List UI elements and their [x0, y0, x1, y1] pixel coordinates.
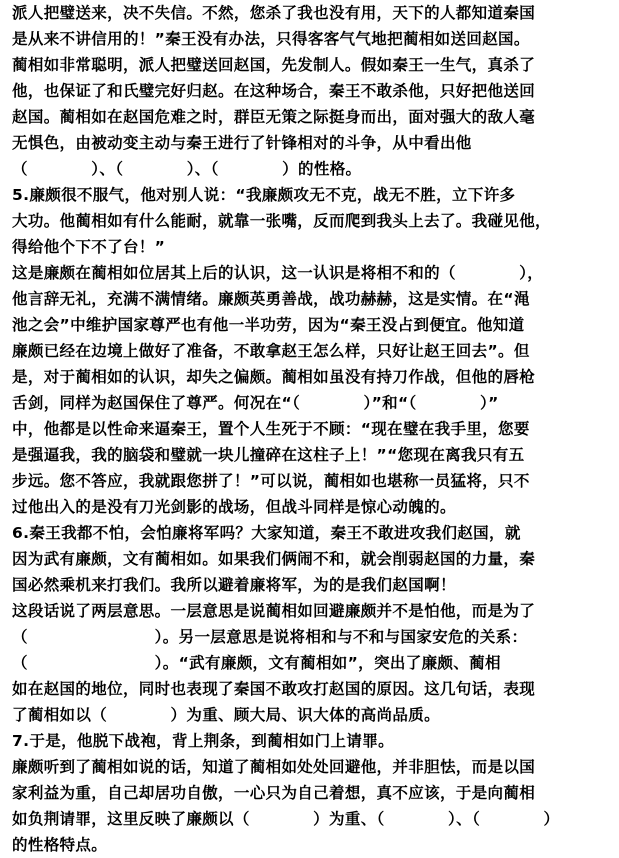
- text-line: 无惧色，由被动变主动与秦王进行了针锋相对的斗争，从中看出他: [12, 134, 472, 152]
- text-line: 廉颇听到了蔺相如说的话，知道了蔺相如处处回避他，并非胆怯，而是以国: [12, 758, 536, 776]
- text-line: 舌剑，同样为赵国保住了尊严。何况在“（ ）”和“（ ）”: [12, 394, 499, 412]
- text-line: 大功。他蔺相如有什么能耐，就靠一张嘴，反而爬到我头上去了。我碰见他，: [12, 212, 551, 230]
- question-7-text: 7.于是，他脱下战袍，背上荆条，到蔺相如门上请罪。: [12, 732, 394, 750]
- text-line: 过他出入的是没有刀光剑影的战场，但战斗同样是惊心动魄的。: [12, 498, 456, 516]
- text-line: 派人把璧送来，决不失信。不然，您杀了我也没有用，天下的人都知道秦国: [12, 4, 536, 22]
- text-line: 廉颇已经在边境上做好了准备，不敢拿赵王怎么样，只好让赵王回去”。但: [12, 342, 530, 360]
- question-6-text: 6.秦王我都不怕，会怕廉将军吗？大家知道，秦王不敢进攻我们赵国，就: [12, 524, 521, 542]
- text-line: 这是廉颇在蔺相如位居其上后的认识，这一认识是将相不和的（ ），: [12, 264, 544, 282]
- text-line: 是强逼我，我的脑袋和璧就一块儿撞碎在这柱子上！”“您现在离我只有五: [12, 446, 525, 464]
- blank-answer-line: （ ）。另一层意思是说将相和与不和与国家安危的关系：: [12, 628, 528, 646]
- text-line: 中，他都是以性命来逼秦王，置个人生死于不顾：“现在璧在我手里，您要: [12, 420, 530, 438]
- text-line: 得给他个下不了台！”: [12, 238, 166, 256]
- text-line: 他言辞无礼，充满不满情绪。廉颇英勇善战，战功赫赫，这是实情。在“渑: [12, 290, 530, 308]
- text-line: 是，对于蔺相如的认识，却失之偏颇。蔺相如虽没有持刀作战，但他的唇枪: [12, 368, 536, 386]
- text-line: 国必然乘机来打我们。我所以避着廉将军，为的是我们赵国啊！: [12, 576, 456, 594]
- text-line: 如在赵国的地位，同时也表现了秦国不敢攻打赵国的原因。这几句话，表现: [12, 680, 536, 698]
- question-5-text: 5.廉颇很不服气，他对别人说：“我廉颇攻无不克，战无不胜，立下许多: [12, 186, 516, 204]
- text-line: 步远。您不答应，我就跟您拼了！”可以说，蔺相如也堪称一员猛将，只不: [12, 472, 530, 490]
- text-line: 赵国。蔺相如在赵国危难之时，群臣无策之际挺身而出，面对强大的敌人毫: [12, 108, 536, 126]
- text-line: 是从来不讲信用的！”秦王没有办法，只得客客气气地把蔺相如送回赵国。: [12, 30, 530, 48]
- text-line: 这段话说了两层意思。一层意思是说蔺相如回避廉颇并不是怕他，而是为了: [12, 602, 536, 620]
- text-line: 他，也保证了和氏璧完好归赵。在这种场合，秦王不敢杀他，只好把他送回: [12, 82, 536, 100]
- text-line: 的性格特点。: [12, 836, 108, 854]
- text-line: 了蔺相如以（ ）为重、顾大局、识大体的高尚品质。: [12, 706, 440, 724]
- text-line: 池之会”中维护国家尊严也有他一半功劳，因为“秦王没占到便宜。他知道: [12, 316, 525, 334]
- text-line: 家利益为重，自己却居功自傲，一心只为自己着想，真不应该，于是向蔺相: [12, 784, 536, 802]
- text-line: 如负荆请罪，这里反映了廉颇以（ ）为重、（ ）、（ ）: [12, 810, 560, 828]
- text-line: 蔺相如非常聪明，派人把璧送回赵国，先发制人。假如秦王一生气，真杀了: [12, 56, 536, 74]
- blank-answer-line: （ ）。“武有廉颇，文有蔺相如”，突出了廉颇、蔺相: [12, 654, 501, 672]
- text-line: 因为武有廉颇，文有蔺相如。如果我们俩闹不和，就会削弱赵国的力量，秦: [12, 550, 536, 568]
- blank-answer-line: （ ）、（ ）、（ ）的性格。: [12, 160, 362, 178]
